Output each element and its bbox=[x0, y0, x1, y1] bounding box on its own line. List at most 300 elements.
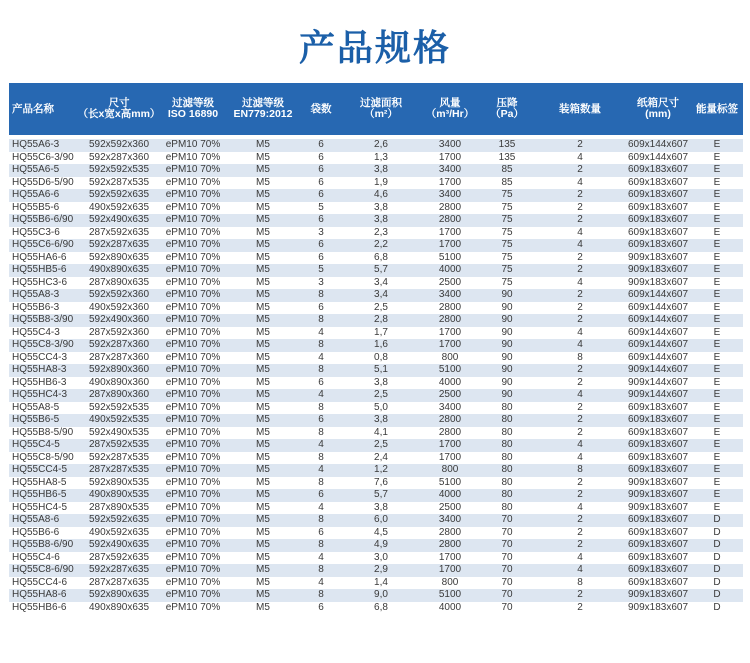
cell-bag-count: 8 bbox=[318, 364, 324, 375]
cell-energy-label: E bbox=[713, 451, 721, 463]
cell-product-name: HQ55HB5-6 bbox=[12, 264, 67, 275]
cell-energy-label: E bbox=[713, 289, 721, 300]
cell-filter-class-en: M5 bbox=[256, 289, 270, 300]
table-row bbox=[9, 564, 743, 577]
cell-bag-count: 6 bbox=[318, 489, 324, 500]
cell-bag-count: 4 bbox=[318, 551, 324, 563]
cell-carton-size: 609x183x607 bbox=[627, 201, 689, 213]
cell-filter-class-iso: ePM10 70% bbox=[165, 589, 221, 600]
cell-pressure-drop: 80 bbox=[501, 489, 513, 500]
header-airflow bbox=[421, 83, 479, 135]
cell-energy-label: E bbox=[713, 226, 721, 238]
cell-carton-size: 609x183x607 bbox=[627, 551, 689, 563]
cell-filter-class-en: M5 bbox=[256, 139, 270, 150]
cell-filter-area: 1,3 bbox=[374, 151, 388, 163]
cell-pressure-drop: 70 bbox=[501, 601, 513, 613]
cell-bag-count: 6 bbox=[318, 301, 324, 313]
header-filter-class-en-line: EN779:2012 bbox=[233, 108, 293, 120]
cell-pressure-drop: 85 bbox=[501, 164, 513, 175]
cell-dimensions: 490x592x635 bbox=[88, 526, 150, 538]
cell-bag-count: 6 bbox=[318, 251, 324, 263]
cell-filter-class-iso: ePM10 70% bbox=[165, 251, 221, 263]
cell-filter-class-iso: ePM10 70% bbox=[165, 426, 221, 438]
cell-pressure-drop: 135 bbox=[498, 151, 516, 163]
cell-airflow: 3400 bbox=[438, 289, 462, 300]
cell-energy-label: E bbox=[713, 414, 721, 425]
cell-pressure-drop: 80 bbox=[501, 401, 513, 413]
cell-filter-class-en: M5 bbox=[256, 251, 270, 263]
cell-filter-class-iso: ePM10 70% bbox=[165, 339, 221, 350]
cell-dimensions: 287x592x535 bbox=[88, 439, 150, 450]
cell-product-name: HQ55CC4-6 bbox=[12, 576, 68, 588]
cell-pack-quantity: 4 bbox=[577, 551, 583, 563]
cell-pack-quantity: 2 bbox=[577, 414, 583, 425]
cell-pack-quantity: 2 bbox=[577, 214, 583, 225]
cell-bag-count: 4 bbox=[318, 351, 324, 363]
cell-airflow: 1700 bbox=[438, 339, 462, 350]
table-row bbox=[9, 602, 743, 615]
cell-airflow: 2800 bbox=[438, 539, 462, 550]
table-row bbox=[9, 314, 743, 327]
cell-energy-label: E bbox=[713, 464, 721, 475]
header-filter-area-line: 过滤面积 bbox=[360, 97, 402, 109]
cell-pressure-drop: 90 bbox=[501, 314, 513, 325]
cell-energy-label: E bbox=[713, 276, 721, 288]
cell-product-name: HQ55B6-5 bbox=[12, 414, 60, 425]
cell-dimensions: 490x890x535 bbox=[88, 489, 150, 500]
cell-product-name: HQ55HC3-6 bbox=[12, 276, 68, 288]
table-row bbox=[9, 589, 743, 602]
cell-bag-count: 4 bbox=[318, 501, 324, 513]
cell-pack-quantity: 4 bbox=[577, 439, 583, 450]
header-pack-quantity-line: 装箱数量 bbox=[559, 102, 601, 115]
table-row bbox=[9, 289, 743, 302]
cell-pressure-drop: 70 bbox=[501, 539, 513, 550]
cell-dimensions: 287x287x535 bbox=[88, 464, 150, 475]
table-row bbox=[9, 414, 743, 427]
cell-filter-area: 0,8 bbox=[374, 351, 388, 363]
cell-bag-count: 8 bbox=[318, 339, 324, 350]
cell-bag-count: 4 bbox=[318, 439, 324, 450]
header-pressure-drop-line: 压降 bbox=[496, 97, 518, 109]
cell-energy-label: E bbox=[713, 314, 721, 325]
cell-bag-count: 4 bbox=[318, 464, 324, 475]
cell-filter-class-iso: ePM10 70% bbox=[165, 201, 221, 213]
table-row bbox=[9, 139, 743, 152]
cell-airflow: 2500 bbox=[438, 276, 462, 288]
cell-filter-class-iso: ePM10 70% bbox=[165, 151, 221, 163]
cell-filter-class-iso: ePM10 70% bbox=[165, 514, 221, 525]
cell-airflow: 800 bbox=[441, 351, 459, 363]
table-row bbox=[9, 477, 743, 490]
cell-filter-class-en: M5 bbox=[256, 451, 270, 463]
table-row bbox=[9, 189, 743, 202]
cell-pack-quantity: 2 bbox=[577, 426, 583, 438]
cell-airflow: 800 bbox=[441, 576, 459, 588]
cell-filter-area: 1,6 bbox=[374, 339, 388, 350]
cell-carton-size: 909x183x607 bbox=[627, 264, 689, 275]
cell-filter-class-en: M5 bbox=[256, 601, 270, 613]
cell-airflow: 1700 bbox=[438, 451, 462, 463]
header-filter-class-en-line: 过滤等级 bbox=[242, 97, 284, 109]
cell-filter-class-iso: ePM10 70% bbox=[165, 601, 221, 613]
cell-carton-size: 609x183x607 bbox=[627, 451, 689, 463]
cell-filter-area: 3,0 bbox=[374, 551, 388, 563]
header-airflow-line: 风量 bbox=[439, 97, 461, 109]
cell-airflow: 2800 bbox=[438, 301, 462, 313]
cell-product-name: HQ55C6-3/90 bbox=[12, 151, 74, 163]
cell-energy-label: D bbox=[713, 526, 721, 538]
cell-filter-class-en: M5 bbox=[256, 276, 270, 288]
cell-pack-quantity: 2 bbox=[577, 401, 583, 413]
header-dimensions bbox=[77, 83, 161, 135]
table-row bbox=[9, 339, 743, 352]
cell-energy-label: E bbox=[713, 214, 721, 225]
cell-filter-area: 5,7 bbox=[374, 264, 388, 275]
cell-bag-count: 4 bbox=[318, 389, 324, 400]
cell-product-name: HQ55B5-6 bbox=[12, 201, 60, 213]
cell-dimensions: 592x890x535 bbox=[88, 476, 150, 488]
cell-filter-area: 3,8 bbox=[374, 414, 388, 425]
cell-pack-quantity: 2 bbox=[577, 526, 583, 538]
cell-product-name: HQ55D6-5/90 bbox=[12, 176, 74, 188]
cell-filter-area: 1,2 bbox=[374, 464, 388, 475]
cell-carton-size: 609x183x607 bbox=[627, 164, 689, 175]
cell-pack-quantity: 4 bbox=[577, 339, 583, 350]
cell-carton-size: 609x144x607 bbox=[627, 326, 689, 338]
cell-bag-count: 6 bbox=[318, 164, 324, 175]
header-filter-class-iso-line: ISO 16890 bbox=[167, 108, 219, 120]
cell-filter-class-en: M5 bbox=[256, 576, 270, 588]
cell-pressure-drop: 70 bbox=[501, 551, 513, 563]
cell-bag-count: 4 bbox=[318, 576, 324, 588]
cell-dimensions: 592x287x635 bbox=[88, 239, 150, 250]
cell-pack-quantity: 2 bbox=[577, 376, 583, 388]
cell-carton-size: 609x183x607 bbox=[627, 226, 689, 238]
cell-carton-size: 909x183x607 bbox=[627, 489, 689, 500]
header-filter-class-iso bbox=[161, 83, 225, 135]
cell-bag-count: 6 bbox=[318, 189, 324, 200]
cell-airflow: 2800 bbox=[438, 526, 462, 538]
cell-filter-class-iso: ePM10 70% bbox=[165, 264, 221, 275]
cell-carton-size: 909x144x607 bbox=[627, 389, 689, 400]
cell-dimensions: 592x592x635 bbox=[88, 189, 150, 200]
cell-product-name: HQ55HA8-6 bbox=[12, 589, 67, 600]
cell-bag-count: 6 bbox=[318, 176, 324, 188]
cell-filter-class-iso: ePM10 70% bbox=[165, 176, 221, 188]
cell-energy-label: E bbox=[713, 251, 721, 263]
cell-airflow: 800 bbox=[441, 464, 459, 475]
cell-airflow: 2800 bbox=[438, 414, 462, 425]
cell-airflow: 1700 bbox=[438, 326, 462, 338]
cell-filter-class-iso: ePM10 70% bbox=[165, 364, 221, 375]
cell-filter-class-en: M5 bbox=[256, 239, 270, 250]
cell-dimensions: 592x592x360 bbox=[88, 139, 150, 150]
cell-filter-class-iso: ePM10 70% bbox=[165, 476, 221, 488]
cell-dimensions: 287x287x635 bbox=[88, 576, 150, 588]
cell-pressure-drop: 80 bbox=[501, 426, 513, 438]
cell-filter-area: 4,9 bbox=[374, 539, 388, 550]
cell-pressure-drop: 80 bbox=[501, 464, 513, 475]
cell-bag-count: 8 bbox=[318, 451, 324, 463]
cell-dimensions: 592x490x535 bbox=[88, 426, 150, 438]
cell-airflow: 3400 bbox=[438, 514, 462, 525]
table-row bbox=[9, 277, 743, 290]
cell-pack-quantity: 4 bbox=[577, 389, 583, 400]
cell-filter-class-en: M5 bbox=[256, 339, 270, 350]
table-row bbox=[9, 389, 743, 402]
table-row bbox=[9, 327, 743, 340]
cell-carton-size: 609x183x607 bbox=[627, 414, 689, 425]
cell-airflow: 3400 bbox=[438, 164, 462, 175]
cell-dimensions: 490x890x635 bbox=[88, 601, 150, 613]
cell-dimensions: 592x890x360 bbox=[88, 364, 150, 375]
header-airflow-line: （m³/Hr） bbox=[425, 108, 475, 120]
cell-product-name: HQ55A6-6 bbox=[12, 189, 60, 200]
cell-filter-class-iso: ePM10 70% bbox=[165, 576, 221, 588]
cell-airflow: 4000 bbox=[438, 601, 462, 613]
cell-carton-size: 609x144x607 bbox=[627, 151, 689, 163]
cell-filter-area: 2,8 bbox=[374, 314, 388, 325]
cell-filter-class-iso: ePM10 70% bbox=[165, 464, 221, 475]
cell-airflow: 4000 bbox=[438, 264, 462, 275]
cell-energy-label: E bbox=[713, 201, 721, 213]
cell-filter-area: 4,5 bbox=[374, 526, 388, 538]
cell-filter-class-en: M5 bbox=[256, 426, 270, 438]
cell-airflow: 3400 bbox=[438, 139, 462, 150]
table-row bbox=[9, 214, 743, 227]
cell-pack-quantity: 4 bbox=[577, 276, 583, 288]
cell-pressure-drop: 90 bbox=[501, 326, 513, 338]
cell-carton-size: 609x183x607 bbox=[627, 576, 689, 588]
cell-filter-class-en: M5 bbox=[256, 151, 270, 163]
cell-airflow: 2800 bbox=[438, 314, 462, 325]
cell-filter-class-en: M5 bbox=[256, 476, 270, 488]
cell-airflow: 1700 bbox=[438, 239, 462, 250]
cell-filter-class-iso: ePM10 70% bbox=[165, 351, 221, 363]
cell-product-name: HQ55A6-5 bbox=[12, 164, 60, 175]
cell-pack-quantity: 2 bbox=[577, 314, 583, 325]
cell-bag-count: 8 bbox=[318, 514, 324, 525]
cell-product-name: HQ55C4-6 bbox=[12, 551, 60, 563]
cell-energy-label: D bbox=[713, 576, 721, 588]
cell-pack-quantity: 2 bbox=[577, 514, 583, 525]
cell-pack-quantity: 4 bbox=[577, 176, 583, 188]
table-row bbox=[9, 227, 743, 240]
cell-carton-size: 609x183x607 bbox=[627, 439, 689, 450]
cell-energy-label: E bbox=[713, 476, 721, 488]
header-pressure-drop bbox=[479, 83, 535, 135]
cell-product-name: HQ55C8-5/90 bbox=[12, 451, 74, 463]
cell-bag-count: 8 bbox=[318, 539, 324, 550]
table-row bbox=[9, 377, 743, 390]
cell-carton-size: 909x183x607 bbox=[627, 501, 689, 513]
cell-product-name: HQ55B8-5/90 bbox=[12, 426, 74, 438]
cell-airflow: 5100 bbox=[438, 476, 462, 488]
cell-filter-area: 1,7 bbox=[374, 326, 388, 338]
header-filter-area bbox=[341, 83, 421, 135]
cell-pressure-drop: 70 bbox=[501, 514, 513, 525]
cell-pressure-drop: 70 bbox=[501, 564, 513, 575]
cell-filter-area: 1,4 bbox=[374, 576, 388, 588]
cell-filter-area: 1,9 bbox=[374, 176, 388, 188]
spec-table bbox=[9, 83, 743, 614]
cell-pack-quantity: 4 bbox=[577, 564, 583, 575]
cell-pack-quantity: 4 bbox=[577, 326, 583, 338]
cell-filter-area: 5,7 bbox=[374, 489, 388, 500]
cell-pack-quantity: 2 bbox=[577, 539, 583, 550]
cell-dimensions: 592x287x535 bbox=[88, 176, 150, 188]
cell-airflow: 3400 bbox=[438, 401, 462, 413]
cell-carton-size: 909x144x607 bbox=[627, 364, 689, 375]
header-dimensions-line: （长x宽x高mm） bbox=[77, 108, 161, 120]
cell-pressure-drop: 75 bbox=[501, 226, 513, 238]
cell-pressure-drop: 75 bbox=[501, 251, 513, 263]
cell-bag-count: 6 bbox=[318, 526, 324, 538]
cell-product-name: HQ55C6-6/90 bbox=[12, 239, 74, 250]
cell-filter-class-en: M5 bbox=[256, 189, 270, 200]
header-product-name bbox=[9, 83, 77, 135]
cell-carton-size: 609x183x607 bbox=[627, 214, 689, 225]
cell-dimensions: 592x490x635 bbox=[88, 214, 150, 225]
cell-dimensions: 592x592x535 bbox=[88, 401, 150, 413]
cell-filter-area: 6,0 bbox=[374, 514, 388, 525]
cell-airflow: 4000 bbox=[438, 376, 462, 388]
cell-pack-quantity: 4 bbox=[577, 151, 583, 163]
cell-energy-label: E bbox=[713, 239, 721, 250]
cell-pack-quantity: 2 bbox=[577, 189, 583, 200]
cell-filter-area: 2,4 bbox=[374, 451, 388, 463]
cell-filter-class-en: M5 bbox=[256, 401, 270, 413]
cell-dimensions: 592x287x635 bbox=[88, 564, 150, 575]
cell-product-name: HQ55HC4-3 bbox=[12, 389, 68, 400]
cell-bag-count: 6 bbox=[318, 139, 324, 150]
cell-energy-label: E bbox=[713, 439, 721, 450]
cell-carton-size: 609x183x607 bbox=[627, 401, 689, 413]
cell-product-name: HQ55B8-3/90 bbox=[12, 314, 74, 325]
cell-carton-size: 609x144x607 bbox=[627, 314, 689, 325]
cell-filter-class-en: M5 bbox=[256, 539, 270, 550]
cell-filter-class-iso: ePM10 70% bbox=[165, 276, 221, 288]
cell-product-name: HQ55HA8-3 bbox=[12, 364, 67, 375]
cell-filter-class-en: M5 bbox=[256, 201, 270, 213]
cell-pack-quantity: 2 bbox=[577, 601, 583, 613]
cell-dimensions: 490x890x635 bbox=[88, 264, 150, 275]
cell-filter-class-iso: ePM10 70% bbox=[165, 139, 221, 150]
cell-dimensions: 287x592x635 bbox=[88, 551, 150, 563]
header-bag-count-line: 袋数 bbox=[310, 102, 332, 115]
cell-pressure-drop: 80 bbox=[501, 439, 513, 450]
cell-energy-label: D bbox=[713, 514, 721, 525]
cell-carton-size: 609x144x607 bbox=[627, 139, 689, 150]
cell-dimensions: 592x490x635 bbox=[88, 539, 150, 550]
table-row bbox=[9, 252, 743, 265]
cell-pack-quantity: 2 bbox=[577, 364, 583, 375]
cell-filter-area: 7,6 bbox=[374, 476, 388, 488]
table-row bbox=[9, 577, 743, 590]
cell-product-name: HQ55A8-6 bbox=[12, 514, 60, 525]
cell-dimensions: 287x890x360 bbox=[88, 389, 150, 400]
cell-filter-area: 3,8 bbox=[374, 201, 388, 213]
cell-filter-area: 6,8 bbox=[374, 251, 388, 263]
cell-pressure-drop: 80 bbox=[501, 501, 513, 513]
cell-product-name: HQ55A8-5 bbox=[12, 401, 60, 413]
cell-filter-area: 2,9 bbox=[374, 564, 388, 575]
cell-product-name: HQ55HB6-3 bbox=[12, 376, 67, 388]
cell-airflow: 2800 bbox=[438, 426, 462, 438]
cell-dimensions: 287x890x635 bbox=[88, 276, 150, 288]
cell-dimensions: 592x890x635 bbox=[88, 251, 150, 263]
cell-filter-class-iso: ePM10 70% bbox=[165, 539, 221, 550]
cell-bag-count: 8 bbox=[318, 289, 324, 300]
cell-bag-count: 6 bbox=[318, 214, 324, 225]
cell-energy-label: E bbox=[713, 426, 721, 438]
cell-product-name: HQ55CC4-5 bbox=[12, 464, 68, 475]
cell-pressure-drop: 75 bbox=[501, 214, 513, 225]
cell-airflow: 1700 bbox=[438, 151, 462, 163]
cell-filter-class-iso: ePM10 70% bbox=[165, 226, 221, 238]
cell-filter-area: 2,3 bbox=[374, 226, 388, 238]
cell-filter-area: 2,5 bbox=[374, 439, 388, 450]
cell-carton-size: 609x183x607 bbox=[627, 539, 689, 550]
cell-filter-class-en: M5 bbox=[256, 164, 270, 175]
cell-pack-quantity: 8 bbox=[577, 464, 583, 475]
cell-pressure-drop: 75 bbox=[501, 264, 513, 275]
cell-carton-size: 609x183x607 bbox=[627, 564, 689, 575]
cell-bag-count: 4 bbox=[318, 326, 324, 338]
cell-pressure-drop: 90 bbox=[501, 376, 513, 388]
cell-filter-area: 2,5 bbox=[374, 301, 388, 313]
cell-pack-quantity: 4 bbox=[577, 451, 583, 463]
cell-pressure-drop: 80 bbox=[501, 451, 513, 463]
cell-bag-count: 6 bbox=[318, 239, 324, 250]
table-row bbox=[9, 502, 743, 515]
cell-airflow: 2800 bbox=[438, 214, 462, 225]
cell-filter-class-en: M5 bbox=[256, 551, 270, 563]
cell-airflow: 3400 bbox=[438, 189, 462, 200]
cell-carton-size: 909x183x607 bbox=[627, 276, 689, 288]
cell-carton-size: 609x183x607 bbox=[627, 239, 689, 250]
cell-filter-class-en: M5 bbox=[256, 589, 270, 600]
cell-pack-quantity: 4 bbox=[577, 501, 583, 513]
cell-pack-quantity: 2 bbox=[577, 139, 583, 150]
cell-airflow: 1700 bbox=[438, 564, 462, 575]
cell-carton-size: 909x144x607 bbox=[627, 376, 689, 388]
cell-product-name: HQ55HB6-5 bbox=[12, 489, 67, 500]
cell-filter-class-en: M5 bbox=[256, 264, 270, 275]
cell-filter-class-en: M5 bbox=[256, 326, 270, 338]
cell-pressure-drop: 75 bbox=[501, 276, 513, 288]
cell-dimensions: 592x287x360 bbox=[88, 151, 150, 163]
cell-filter-area: 6,8 bbox=[374, 601, 388, 613]
table-row bbox=[9, 177, 743, 190]
cell-airflow: 5100 bbox=[438, 251, 462, 263]
cell-product-name: HQ55B6-6/90 bbox=[12, 214, 74, 225]
header-energy-label bbox=[691, 83, 743, 135]
cell-airflow: 1700 bbox=[438, 551, 462, 563]
cell-airflow: 1700 bbox=[438, 176, 462, 188]
cell-airflow: 5100 bbox=[438, 364, 462, 375]
table-row bbox=[9, 489, 743, 502]
cell-filter-class-en: M5 bbox=[256, 526, 270, 538]
table-row bbox=[9, 164, 743, 177]
cell-bag-count: 5 bbox=[318, 264, 324, 275]
cell-pressure-drop: 135 bbox=[498, 139, 516, 150]
cell-pack-quantity: 8 bbox=[577, 351, 583, 363]
cell-dimensions: 592x287x535 bbox=[88, 451, 150, 463]
cell-filter-area: 3,8 bbox=[374, 501, 388, 513]
cell-pressure-drop: 75 bbox=[501, 189, 513, 200]
